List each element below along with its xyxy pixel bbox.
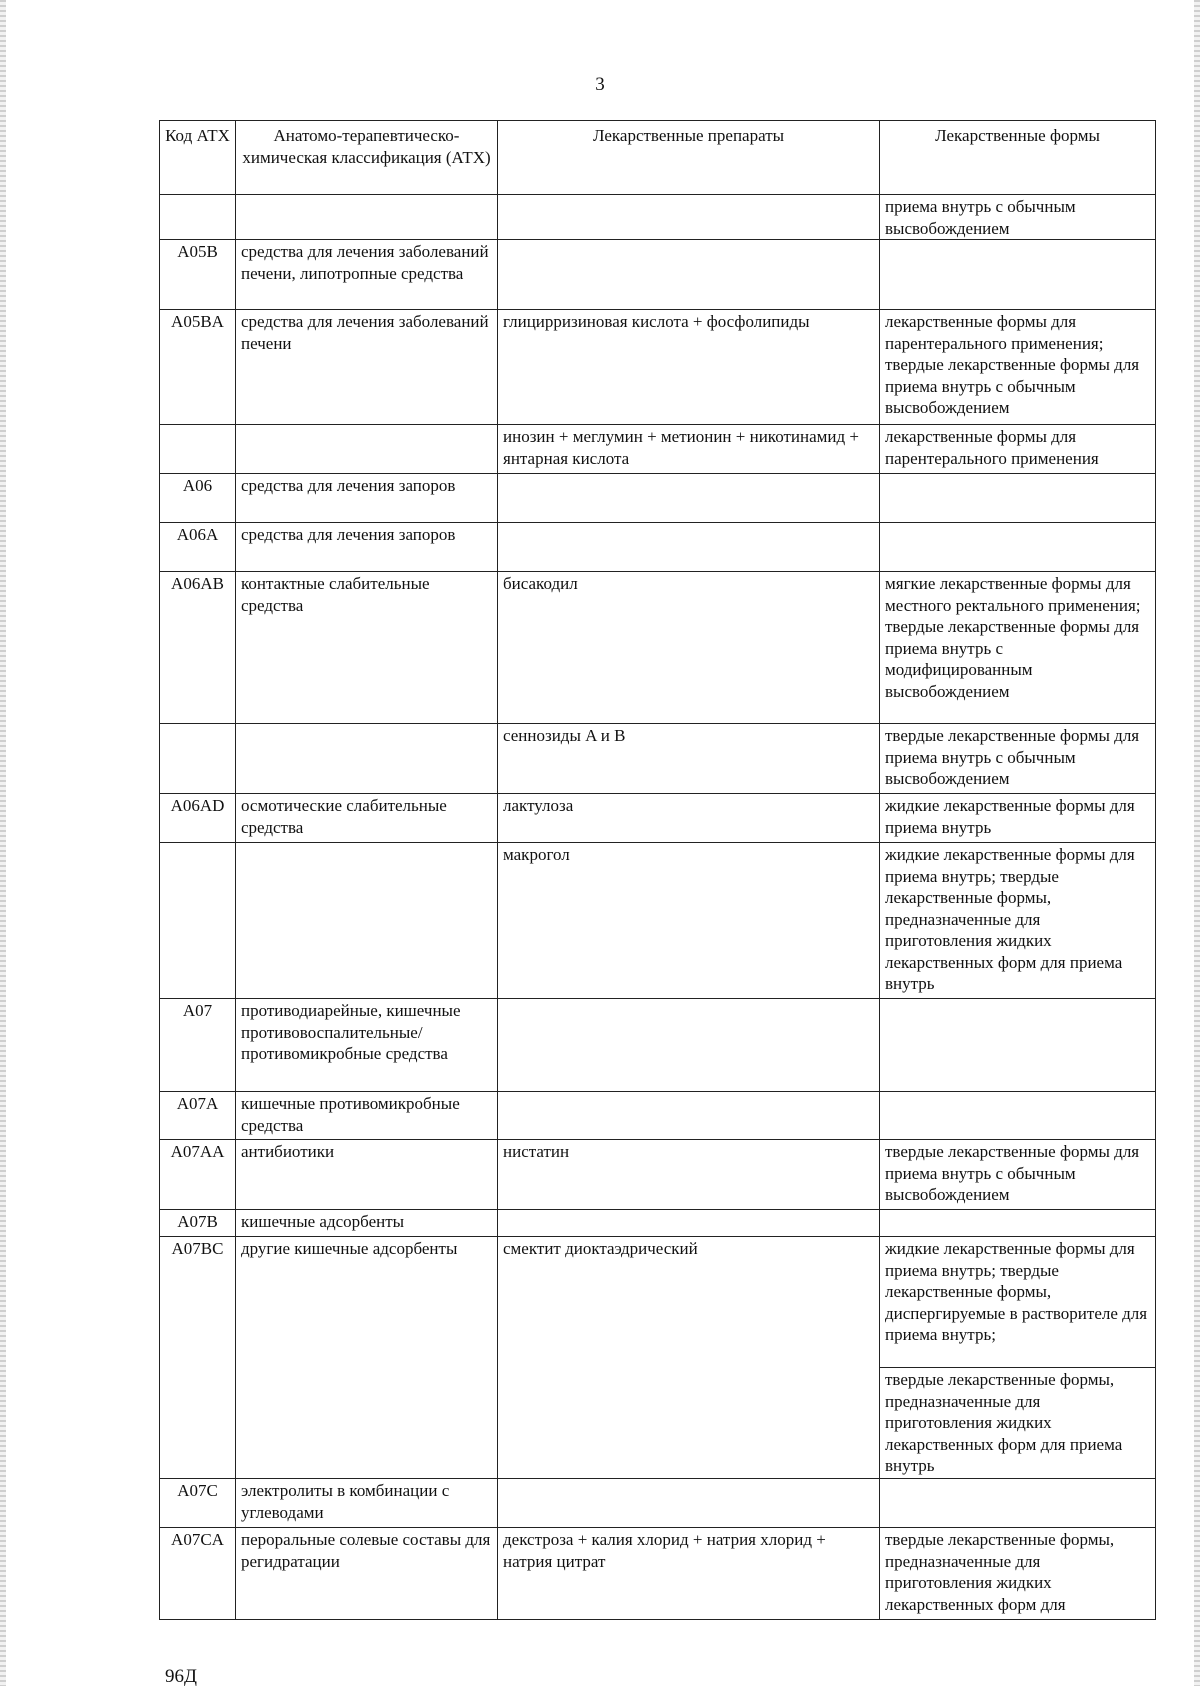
- cell-form: [880, 1092, 1156, 1140]
- cell-classification: контактные слабительные средства: [236, 572, 498, 724]
- cell-drug: инозин + меглумин + метионин + никотинамид + янтарная кислота: [498, 425, 880, 474]
- table-row: [160, 240, 1156, 310]
- cell-code: A07A: [160, 1092, 236, 1140]
- table-row: [160, 310, 1156, 425]
- cell-code: [160, 195, 236, 240]
- table-row: [160, 1479, 1156, 1528]
- cell-code: A06A: [160, 523, 236, 572]
- cell-drug: лактулоза: [498, 794, 880, 843]
- header-forms: Лекарственные формы: [880, 121, 1156, 195]
- cell-form: [880, 1210, 1156, 1237]
- cell-form: [880, 474, 1156, 523]
- table-row: [160, 474, 1156, 523]
- cell-code: A07BC: [160, 1237, 236, 1479]
- cell-code: A05BA: [160, 310, 236, 425]
- table-row: [160, 999, 1156, 1092]
- cell-classification: [236, 724, 498, 794]
- cell-drug: [498, 1092, 880, 1140]
- cell-form: мягкие лекарственные формы для местного ректального применения; твердые лекарственные формы для приема внутрь с модифицированным высвобождением: [880, 572, 1156, 724]
- header-classification: Анатомо-терапевтическо-химическая классификация (АТХ): [236, 121, 498, 195]
- table-row: [160, 1210, 1156, 1237]
- cell-classification: противодиарейные, кишечные противовоспалительные/ противомикробные средства: [236, 999, 498, 1092]
- cell-drug: [498, 195, 880, 240]
- table-row: [160, 1528, 1156, 1620]
- cell-form: [880, 240, 1156, 310]
- cell-classification: средства для лечения заболеваний печени, липотропные средства: [236, 240, 498, 310]
- cell-code: A05B: [160, 240, 236, 310]
- atx-table: [159, 120, 1156, 1620]
- page-number: 3: [595, 74, 605, 95]
- table-row: [160, 794, 1156, 843]
- cell-code: A06: [160, 474, 236, 523]
- header-code: Код АТХ: [160, 121, 236, 195]
- cell-classification: средства для лечения заболеваний печени: [236, 310, 498, 425]
- cell-form: лекарственные формы для парентерального применения; твердые лекарственные формы для приема внутрь с обычным высвобождением: [880, 310, 1156, 425]
- cell-form: жидкие лекарственные формы для приема внутрь: [880, 794, 1156, 843]
- table-row: [160, 195, 1156, 240]
- cell-drug: нистатин: [498, 1140, 880, 1210]
- table-row: [160, 425, 1156, 474]
- table-row: [160, 523, 1156, 572]
- cell-classification: пероральные солевые составы для регидратации: [236, 1528, 498, 1620]
- cell-classification: антибиотики: [236, 1140, 498, 1210]
- cell-form: лекарственные формы для парентерального применения: [880, 425, 1156, 474]
- cell-drug: глицирризиновая кислота + фосфолипиды: [498, 310, 880, 425]
- table-header-row: [160, 121, 1156, 195]
- cell-form: [880, 1479, 1156, 1528]
- cell-form: жидкие лекарственные формы для приема внутрь; твердые лекарственные формы, диспергируемые в растворителе для приема внутрь;: [880, 1237, 1156, 1368]
- cell-classification: другие кишечные адсорбенты: [236, 1237, 498, 1479]
- cell-code: A06AB: [160, 572, 236, 724]
- cell-classification: [236, 843, 498, 999]
- cell-drug: [498, 474, 880, 523]
- header-drugs: Лекарственные препараты: [498, 121, 880, 195]
- cell-drug: [498, 1210, 880, 1237]
- table-row: [160, 1092, 1156, 1140]
- table-row: [160, 572, 1156, 724]
- cell-form: твердые лекарственные формы, предназначенные для приготовления жидких лекарственных форм для: [880, 1528, 1156, 1620]
- cell-drug: бисакодил: [498, 572, 880, 724]
- cell-drug: смектит диоктаэдрический: [498, 1237, 880, 1479]
- cell-classification: осмотические слабительные средства: [236, 794, 498, 843]
- cell-form: [880, 523, 1156, 572]
- cell-form: [880, 999, 1156, 1092]
- cell-code: A07CA: [160, 1528, 236, 1620]
- cell-classification: кишечные адсорбенты: [236, 1210, 498, 1237]
- cell-drug: макрогол: [498, 843, 880, 999]
- cell-code: [160, 425, 236, 474]
- scan-edge-left: [0, 0, 6, 1686]
- cell-drug: [498, 240, 880, 310]
- table-row: [160, 843, 1156, 999]
- cell-classification: средства для лечения запоров: [236, 523, 498, 572]
- cell-classification: средства для лечения запоров: [236, 474, 498, 523]
- cell-code: A07B: [160, 1210, 236, 1237]
- cell-form: твердые лекарственные формы для приема внутрь с обычным высвобождением: [880, 724, 1156, 794]
- cell-drug: [498, 523, 880, 572]
- table-row: [160, 724, 1156, 794]
- cell-form: твердые лекарственные формы, предназначенные для приготовления жидких лекарственных форм для приема внутрь: [880, 1368, 1156, 1479]
- cell-classification: [236, 425, 498, 474]
- cell-code: [160, 724, 236, 794]
- cell-classification: [236, 195, 498, 240]
- cell-form: твердые лекарственные формы для приема внутрь с обычным высвобождением: [880, 1140, 1156, 1210]
- table-row: [160, 1237, 1156, 1368]
- cell-drug: [498, 1479, 880, 1528]
- document-footer-mark: 96Д: [165, 1666, 197, 1687]
- cell-drug: сеннозиды A и B: [498, 724, 880, 794]
- cell-classification: кишечные противомикробные средства: [236, 1092, 498, 1140]
- cell-code: A07AA: [160, 1140, 236, 1210]
- cell-drug: декстроза + калия хлорид + натрия хлорид + натрия цитрат: [498, 1528, 880, 1620]
- cell-code: [160, 843, 236, 999]
- cell-classification: электролиты в комбинации с углеводами: [236, 1479, 498, 1528]
- cell-drug: [498, 999, 880, 1092]
- cell-code: A07C: [160, 1479, 236, 1528]
- cell-code: A06AD: [160, 794, 236, 843]
- cell-form: приема внутрь с обычным высвобождением: [880, 195, 1156, 240]
- table-row: [160, 1140, 1156, 1210]
- scan-edge-right: [1194, 0, 1200, 1686]
- cell-code: A07: [160, 999, 236, 1092]
- cell-form: жидкие лекарственные формы для приема внутрь; твердые лекарственные формы, предназначенные для приготовления жидких лекарственных форм для приема внутрь: [880, 843, 1156, 999]
